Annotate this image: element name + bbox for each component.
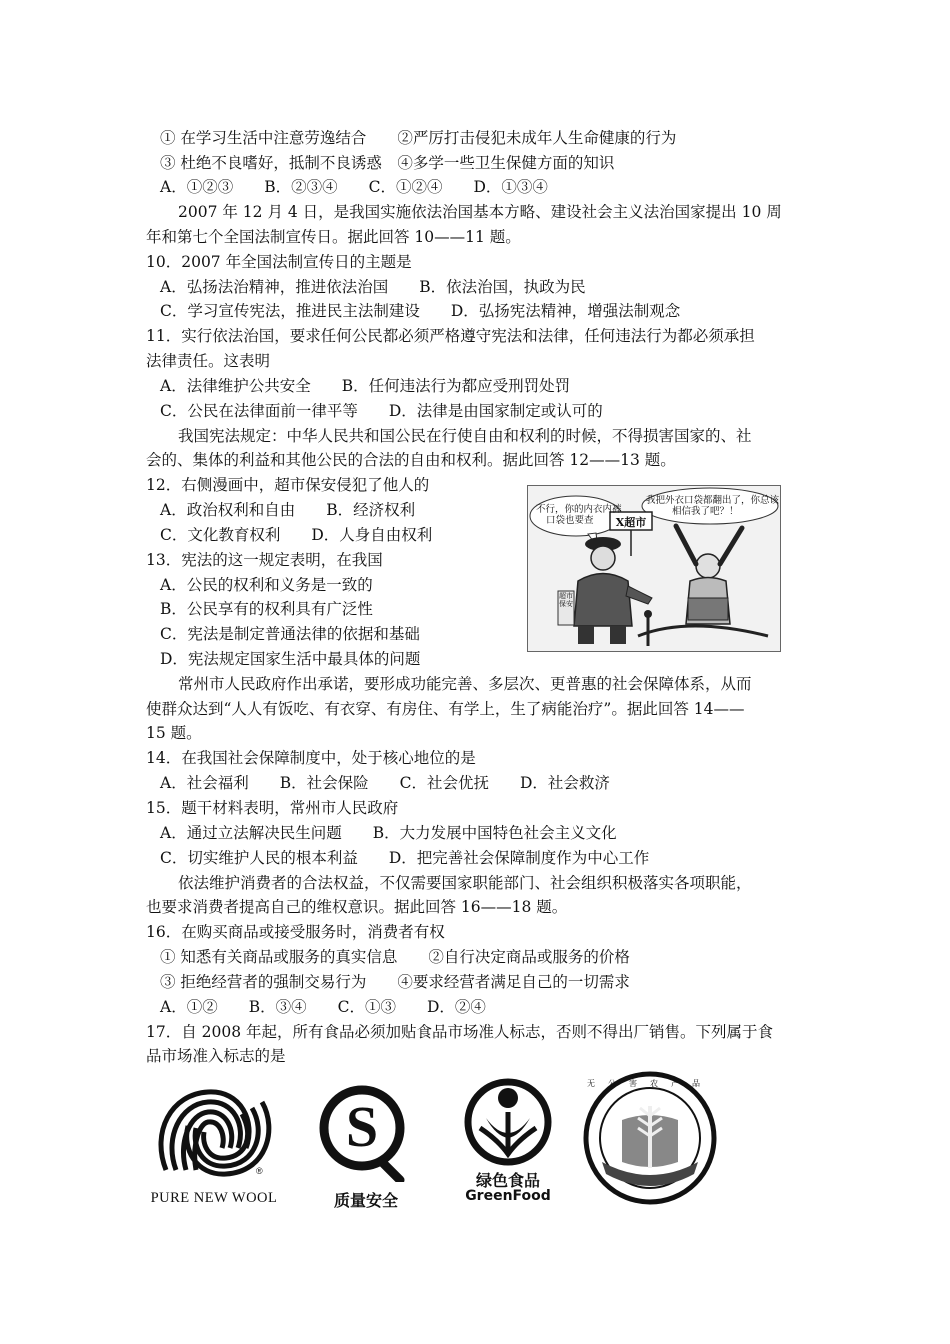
option-13-a: A．公民的权利和义务是一致的 [160, 576, 373, 594]
wool-caption: PURE NEW WOOL [150, 1190, 278, 1206]
question-10: 10．2007 年全国法制宣传日的主题是 [146, 253, 412, 271]
question-11: 11．实行依法治国，要求任何公民都必须严格遵守宪法和法律，任何违法行为都必须承担 [146, 327, 755, 345]
text-line: 会的、集体的利益和其他公民的合法的自由和权利。据此回答 12——13 题。 [146, 451, 676, 469]
option-13-d: D．宪法规定国家生活中最具体的问题 [160, 650, 421, 668]
text-line: 使群众达到“人人有饭吃、有衣穿、有房住、有学上，生了病能治疗”。据此回答 14—— [146, 700, 745, 718]
question-13: 13．宪法的这一规定表明，在我国 [146, 551, 383, 569]
text-line: 法律责任。这表明 [146, 352, 271, 370]
text-line: 依法维护消费者的合法权益，不仅需要国家职能部门、社会组织积极落实各项职能， [178, 874, 752, 892]
statements-16-12: ① 知悉有关商品或服务的真实信息 ②自行决定商品或服务的价格 [160, 948, 630, 966]
green-food-caption-en: GreenFood [465, 1188, 551, 1204]
woolmark-logo [146, 1082, 282, 1212]
speech-bubble-guard: 不行，你的内衣内裤 口袋也要查 [536, 504, 622, 526]
supermarket-sign: X超市 [615, 516, 647, 529]
options-10-cd: C．学习宣传宪法，推进民主法制建设 D．弘扬宪法精神，增强法制观念 [160, 302, 681, 320]
text-line: 2007 年 12 月 4 日，是我国实施依法治国基本方略、建设社会主义法治国家提出 10 周 [178, 203, 782, 221]
options-11-ab: A．法律维护公共安全 B．任何违法行为都应受刑罚处罚 [160, 377, 571, 395]
qs-letter: S [345, 1094, 379, 1159]
text-line: 15 题。 [146, 724, 202, 742]
options-11-cd: C．公民在法律面前一律平等 D．法律是由国家制定或认可的 [160, 402, 603, 420]
guard-label: 超市保安 [559, 592, 573, 608]
green-food-logo [458, 1078, 558, 1212]
security-guard-cartoon [527, 485, 781, 652]
text-line: 年和第七个全国法制宣传日。据此回答 10——11 题。 [146, 228, 521, 246]
options-10-ab: A．弘扬法治精神，推进依法治国 B．依法治国，执政为民 [160, 278, 586, 296]
options-15-cd: C．切实维护人民的根本利益 D．把完善社会保障制度作为中心工作 [160, 849, 650, 867]
text-line: A．①②③ B．②③④ C．①②④ D．①③④ [160, 178, 548, 196]
green-food-icon [458, 1078, 558, 1168]
question-12: 12．右侧漫画中，超市保安侵犯了他人的 [146, 476, 430, 494]
options-15-ab: A．通过立法解决民生问题 B．大力发展中国特色社会主义文化 [160, 824, 617, 842]
options-12-ab: A．政治权利和自由 B．经济权利 [160, 501, 416, 519]
question-14: 14．在我国社会保障制度中，处于核心地位的是 [146, 749, 476, 767]
text-line: 也要求消费者提高自己的维权意识。据此回答 16——18 题。 [146, 898, 568, 916]
registered-mark: ® [256, 1166, 263, 1176]
pollution-free-product-logo [582, 1070, 718, 1210]
text-line: 常州市人民政府作出承诺，要形成功能完善、多层次、更普惠的社会保障体系，从而 [178, 675, 752, 693]
text-line: ③ 杜绝不良嗜好，抵制不良诱惑 ④多学一些卫生保健方面的知识 [160, 154, 615, 172]
options-12-cd: C．文化教育权利 D．人身自由权利 [160, 526, 433, 544]
question-15: 15．题干材料表明，常州市人民政府 [146, 799, 399, 817]
qs-caption: 质量安全 [333, 1191, 398, 1210]
qs-quality-safety-logo [318, 1082, 414, 1212]
option-13-b: B．公民享有的权利具有广泛性 [160, 600, 373, 618]
question-17: 17．自 2008 年起，所有食品必须加贴食品市场准人标志，否则不得出厂销售。下列属于食 [146, 1023, 774, 1041]
text-line: 我国宪法规定：中华人民共和国公民在行使自由和权利的时候，不得损害国家的、社 [178, 427, 752, 445]
question-16: 16．在购买商品或接受服务时，消费者有权 [146, 923, 445, 941]
wheat-emblem-icon [582, 1070, 718, 1206]
options-16: A．①② B．③④ C．①③ D．②④ [160, 998, 486, 1016]
speech-bubble-shopper: 我把外衣口袋都翻出了，你总该 相信我了吧？！ [646, 495, 780, 517]
statements-16-34: ③ 拒绝经营者的强制交易行为 ④要求经营者满足自己的一切需求 [160, 973, 630, 991]
text-line: ① 在学习生活中注意劳逸结合 ②严厉打击侵犯未成年人生命健康的行为 [160, 129, 677, 147]
ring-text: 无公害农产品 [587, 1079, 713, 1088]
text-line: 品市场准入标志的是 [146, 1047, 286, 1065]
green-food-caption-cn: 绿色食品 [475, 1171, 540, 1190]
options-14: A．社会福利 B．社会保险 C．社会优抚 D．社会救济 [160, 774, 610, 792]
option-13-c: C．宪法是制定普通法律的依据和基础 [160, 625, 420, 643]
